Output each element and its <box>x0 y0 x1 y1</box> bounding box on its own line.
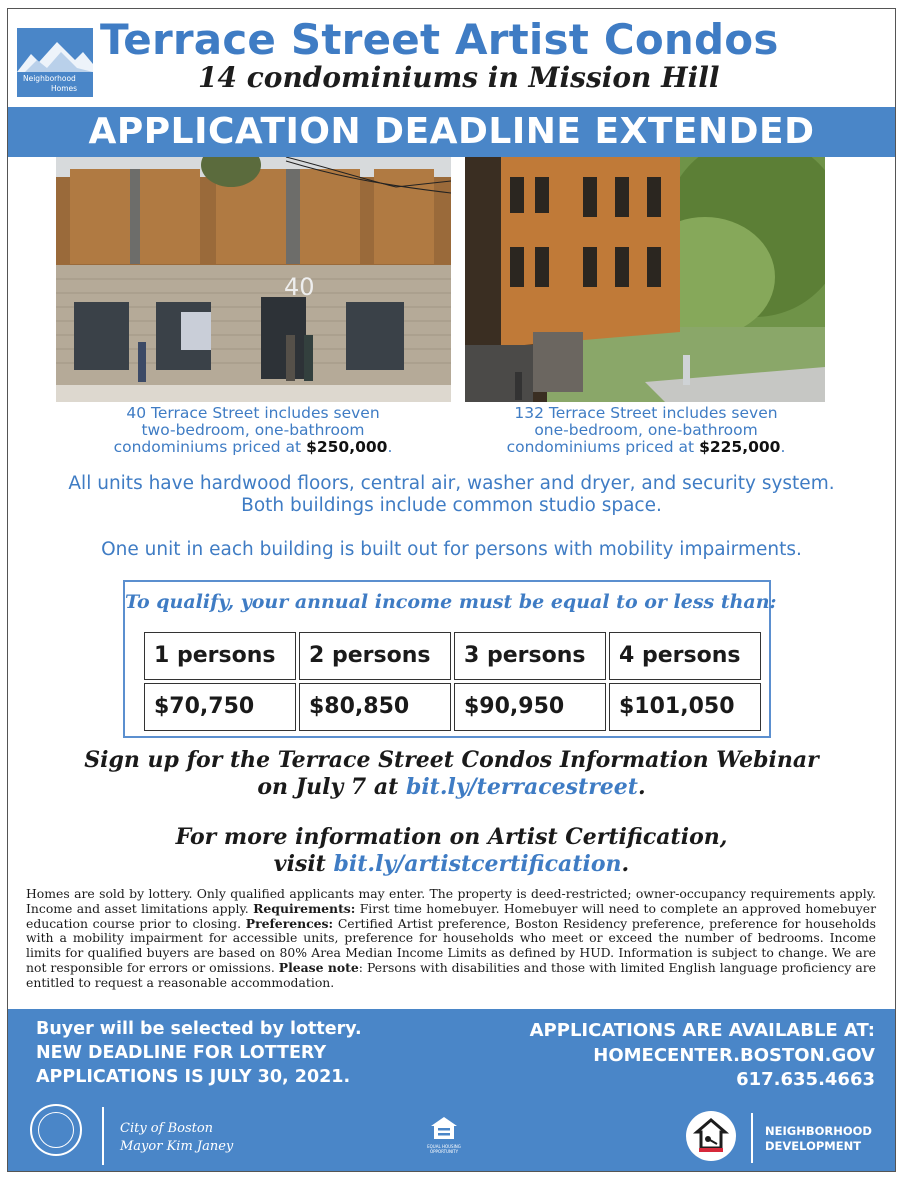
application-website-link[interactable]: HOMECENTER.BOSTON.GOV <box>593 1044 875 1066</box>
applications-contact <box>530 1019 875 1093</box>
caption-period: . <box>387 438 393 456</box>
footer-left-line: APPLICATIONS IS JULY 30, 2021. <box>36 1067 351 1087</box>
footer <box>8 1009 895 1171</box>
caption-period: . <box>780 438 786 456</box>
logo-line1: Neighborhood <box>23 74 76 83</box>
building-40-caption <box>68 405 438 456</box>
building-number-sign: 40 <box>284 273 315 301</box>
phone-number[interactable]: 617.635.4663 <box>736 1069 875 1090</box>
household-size-cell: 1 persons <box>144 632 296 680</box>
fine-print-text: Homes are sold by lottery. Only qualified applicants may enter. The property is deed-restricted; owner-occupancy requirements apply. Income and asset limitations apply. <box>26 886 876 916</box>
mayor-line: Mayor Kim Janey <box>120 1139 234 1154</box>
household-size-cell: 2 persons <box>299 632 451 680</box>
fine-print-text: Certified Artist preference, Boston Residency preference, preference for households with a mobility impairment for accessible units, preference for households who meet or exceed the number of bedrooms. Income limits for qualified buyers are based on 80% Area Median Income Limits as defined by HUD. Information is subject to change. We are not responsible for errors or omissions. <box>26 915 876 975</box>
building-132-rendering <box>465 157 825 402</box>
artist-period: . <box>621 851 630 877</box>
fine-print-text: : Persons with disabilities and those with limited English language proficiency are entitled to request a reasonable accommodation. <box>26 959 876 990</box>
building-40-price: $250,000 <box>306 438 388 456</box>
income-limits-title: To qualify, your annual income must be equal to or less than: <box>125 591 777 613</box>
webinar-period: . <box>637 774 646 800</box>
house-key-icon <box>686 1111 736 1161</box>
income-limit-cell: $70,750 <box>144 683 296 731</box>
caption-line: two-bedroom, one-bathroom <box>141 421 365 439</box>
flyer <box>7 8 896 1172</box>
income-limit-cell: $90,950 <box>454 683 606 731</box>
fine-print-text: First time homebuyer. Homebuyer will need to complete an approved homebuyer education course prior to closing. <box>26 900 877 931</box>
divider <box>751 1113 753 1163</box>
equal-housing-icon <box>430 1116 458 1140</box>
preferences-label: Preferences: <box>245 915 334 931</box>
building-132-price: $225,000 <box>699 438 781 456</box>
city-of-boston-text <box>120 1120 233 1156</box>
page-subtitle: 14 condominiums in Mission Hill <box>198 61 720 94</box>
accessibility-text: One unit in each building is built out for persons with mobility impairments. <box>101 539 802 560</box>
caption-line: 40 Terrace Street includes seven <box>126 404 380 422</box>
page-title: Terrace Street Artist Condos <box>100 15 779 64</box>
income-limits-box <box>123 580 777 738</box>
please-note-label: Please note <box>278 959 359 975</box>
dnd-line1: NEIGHBORHOOD <box>765 1124 872 1138</box>
footer-left-line: NEW DEADLINE FOR LOTTERY <box>36 1043 327 1063</box>
lottery-deadline-notice <box>36 1017 362 1089</box>
webinar-line2: on July 7 at <box>257 774 406 800</box>
features-line1: All units have hardwood floors, central air, washer and dryer, and security system. <box>68 473 835 494</box>
footer-right-line: APPLICATIONS ARE AVAILABLE AT: <box>529 1020 875 1041</box>
requirements-label: Requirements: <box>253 900 356 916</box>
household-size-cell: 4 persons <box>609 632 761 680</box>
footer-left-line: Buyer will be selected by lottery. <box>36 1019 362 1039</box>
neighborhood-homes-logo <box>17 28 93 97</box>
deadline-banner: APPLICATION DEADLINE EXTENDED <box>8 107 895 157</box>
features-text <box>8 473 895 517</box>
caption-line: condominiums priced at <box>506 438 695 456</box>
city-of-boston-seal-icon <box>30 1104 82 1156</box>
household-size-cell: 3 persons <box>454 632 606 680</box>
neighborhood-development-text <box>765 1124 872 1154</box>
artist-line2: visit <box>273 851 334 877</box>
caption-line: condominiums priced at <box>113 438 302 456</box>
artist-line1: For more information on Artist Certification, <box>175 824 728 850</box>
eho-line1: EQUAL HOUSING <box>427 1144 461 1149</box>
equal-housing-logo <box>426 1116 462 1154</box>
webinar-link[interactable]: bit.ly/terracestreet <box>405 774 638 800</box>
city-line1: City of Boston <box>120 1121 214 1136</box>
building-40-rendering <box>56 157 451 402</box>
logo-line2: Homes <box>51 84 78 93</box>
webinar-line1: Sign up for the Terrace Street Condos Information Webinar <box>84 747 819 773</box>
features-line2: Both buildings include common studio space. <box>241 495 662 516</box>
artist-certification-link[interactable]: bit.ly/artistcertification <box>333 851 622 877</box>
artist-certification-notice <box>8 824 895 878</box>
caption-line: one-bedroom, one-bathroom <box>534 421 758 439</box>
income-limit-cell: $80,850 <box>299 683 451 731</box>
building-132-caption <box>470 405 822 456</box>
webinar-notice <box>8 747 895 801</box>
fine-print <box>26 887 876 991</box>
neighborhood-development-logo <box>686 1111 736 1161</box>
dnd-line2: DEVELOPMENT <box>765 1139 862 1153</box>
eho-line2: OPPORTUNITY <box>429 1149 459 1154</box>
caption-line: 132 Terrace Street includes seven <box>514 404 778 422</box>
divider <box>102 1107 104 1165</box>
income-limit-cell: $101,050 <box>609 683 761 731</box>
